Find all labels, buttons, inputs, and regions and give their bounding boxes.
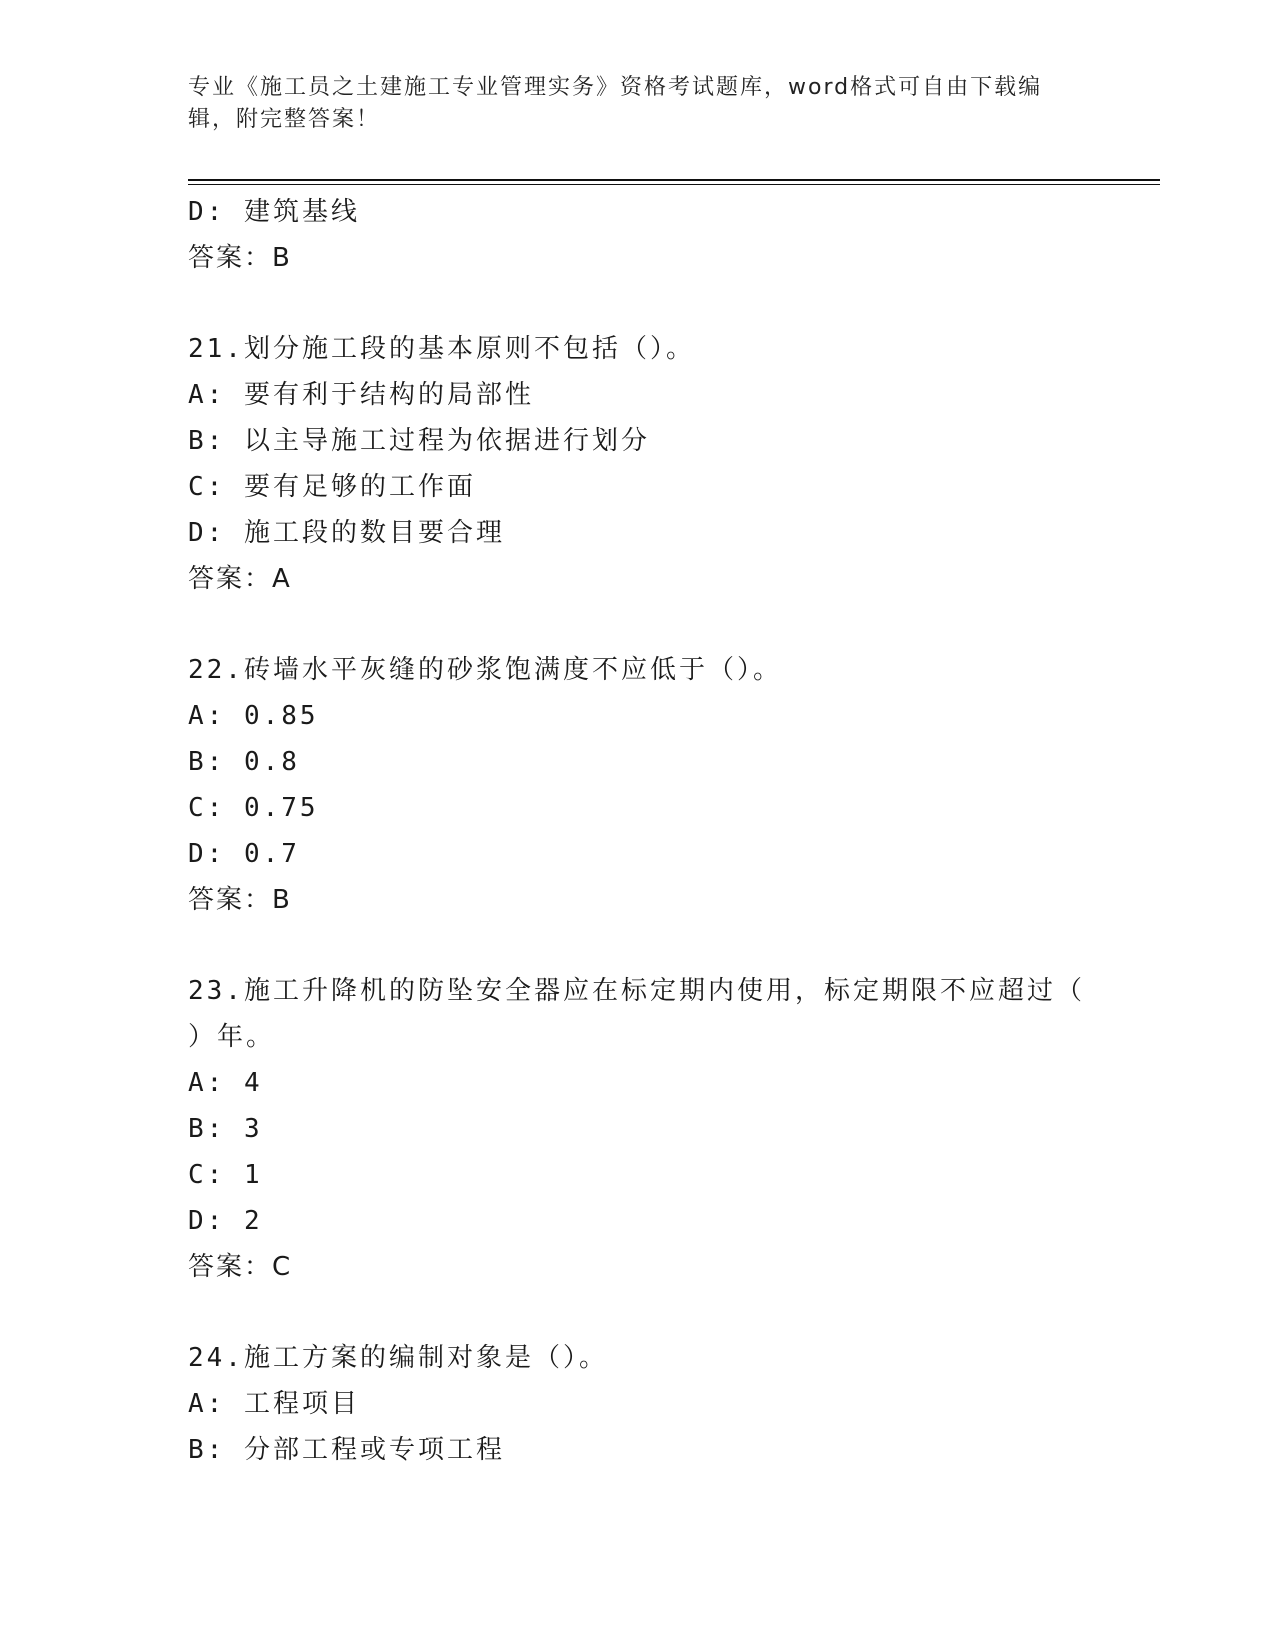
question-21 xyxy=(188,326,1108,602)
question-24 xyxy=(188,1335,1108,1473)
question-stem-line-2: ）年。 xyxy=(188,1022,276,1052)
previous-question-tail xyxy=(188,189,1108,281)
option-c: C: 0.75 xyxy=(188,793,319,823)
question-stem: 22.砖墙水平灰缝的砂浆饱满度不应低于（）。 xyxy=(188,655,782,685)
option-b: B: 3 xyxy=(188,1114,263,1144)
option-a: A: 工程项目 xyxy=(188,1389,360,1419)
question-22 xyxy=(188,647,1108,923)
header-line-2: 辑，附完整答案！ xyxy=(188,107,381,132)
option-b: B: 分部工程或专项工程 xyxy=(188,1435,505,1465)
question-stem: 24.施工方案的编制对象是（）。 xyxy=(188,1343,608,1373)
question-stem: 21.划分施工段的基本原则不包括（）。 xyxy=(188,334,695,364)
option-a: A: 0.85 xyxy=(188,701,319,731)
option-d: D: 施工段的数目要合理 xyxy=(188,518,505,548)
question-stem-line-1: 23.施工升降机的防坠安全器应在标定期内使用，标定期限不应超过（ xyxy=(188,976,1085,1006)
spacer xyxy=(188,1290,1108,1335)
option-c: C: 1 xyxy=(188,1160,263,1190)
header-rule-thin xyxy=(188,184,1160,185)
spacer xyxy=(188,281,1108,326)
option-b: B: 0.8 xyxy=(188,747,300,777)
answer: 答案：B xyxy=(188,885,292,915)
answer: 答案：A xyxy=(188,564,292,594)
document-body xyxy=(188,189,1108,1473)
document-header xyxy=(188,72,1068,136)
spacer xyxy=(188,923,1108,968)
header-rule-thick xyxy=(188,179,1160,181)
question-23 xyxy=(188,968,1108,1290)
option-d: D: 0.7 xyxy=(188,839,300,869)
option-a: A: 要有利于结构的局部性 xyxy=(188,380,534,410)
answer: 答案：C xyxy=(188,1252,293,1282)
option-a: A: 4 xyxy=(188,1068,263,1098)
option-d: D: 2 xyxy=(188,1206,263,1236)
option-c: C: 要有足够的工作面 xyxy=(188,472,476,502)
header-line-1: 专业《施工员之土建施工专业管理实务》资格考试题库，word格式可自由下载编 xyxy=(188,75,1043,100)
spacer xyxy=(188,602,1108,647)
option-d: D: 建筑基线 xyxy=(188,197,360,227)
answer: 答案：B xyxy=(188,243,292,273)
option-b: B: 以主导施工过程为依据进行划分 xyxy=(188,426,650,456)
